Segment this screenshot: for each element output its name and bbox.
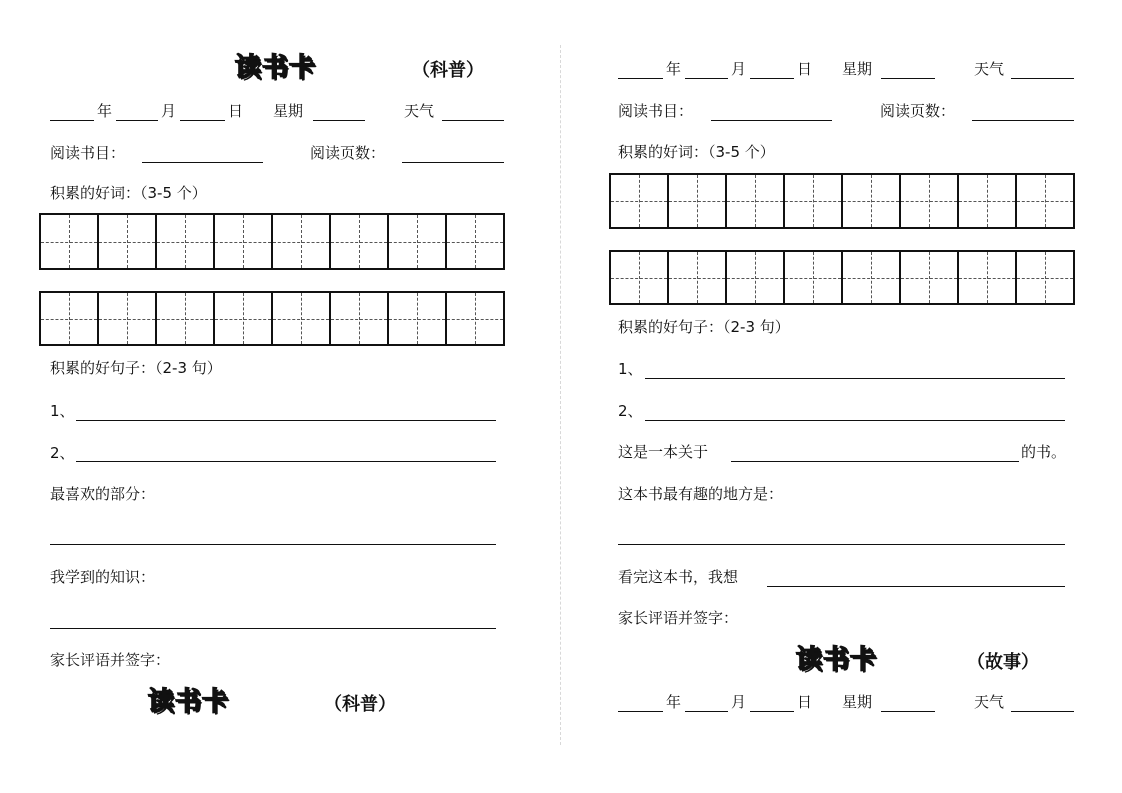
sentences-label: 积累的好句子：（2-3 句） [50, 359, 222, 377]
pages-blank[interactable] [402, 162, 504, 163]
parent-comment-label: 家长评语并签字： [50, 651, 171, 669]
sentence-1-blank[interactable] [645, 378, 1065, 379]
weather-blank[interactable] [1011, 78, 1074, 79]
year-blank[interactable] [618, 78, 663, 79]
sentence-2-blank[interactable] [645, 420, 1065, 421]
sentence-1-label: 1、 [618, 360, 643, 378]
word-cell[interactable] [1015, 252, 1073, 303]
word-cell[interactable] [329, 215, 387, 268]
book-label: 阅读书目： [50, 144, 126, 162]
pages-label: 阅读页数： [880, 102, 956, 120]
weekday-blank[interactable] [881, 78, 935, 79]
month-label: 月 [731, 60, 747, 78]
next-year-blank[interactable] [618, 711, 663, 712]
day-blank[interactable] [750, 78, 794, 79]
word-cell[interactable] [957, 175, 1015, 227]
word-cell[interactable] [271, 215, 329, 268]
words-label: 积累的好词：（3-5 个） [618, 143, 775, 161]
word-cell[interactable] [387, 215, 445, 268]
word-cell[interactable] [97, 215, 155, 268]
next-card-category: （故事） [967, 652, 1039, 673]
word-cell[interactable] [41, 293, 97, 344]
word-cell[interactable] [725, 252, 783, 303]
about-blank[interactable] [731, 461, 1019, 462]
next-weather-blank[interactable] [1011, 711, 1074, 712]
word-cell[interactable] [155, 293, 213, 344]
words-label: 积累的好词：（3-5 个） [50, 184, 207, 202]
word-cell[interactable] [899, 252, 957, 303]
next-weekday-label: 星期 [842, 693, 873, 711]
word-cell[interactable] [783, 175, 841, 227]
sentence-2-label: 2、 [50, 444, 75, 462]
word-cell[interactable] [611, 175, 667, 227]
about-suffix: 的书。 [1021, 443, 1067, 461]
weather-label: 天气 [404, 102, 435, 120]
book-label: 阅读书目： [618, 102, 694, 120]
learned-blank[interactable] [50, 628, 496, 629]
word-cell[interactable] [41, 215, 97, 268]
favorite-label: 最喜欢的部分： [50, 485, 156, 503]
word-cell[interactable] [725, 175, 783, 227]
card-divider [560, 45, 561, 745]
interesting-label: 这本书最有趣的地方是： [618, 485, 784, 503]
card-title: 读书卡 [235, 53, 317, 83]
word-cell[interactable] [445, 215, 503, 268]
word-cell[interactable] [667, 252, 725, 303]
word-cell[interactable] [445, 293, 503, 344]
sentence-1-blank[interactable] [76, 420, 496, 421]
day-blank[interactable] [180, 120, 225, 121]
word-cell[interactable] [97, 293, 155, 344]
sentence-2-label: 2、 [618, 402, 643, 420]
word-cell[interactable] [1015, 175, 1073, 227]
sentences-label: 积累的好句子：（2-3 句） [618, 318, 790, 336]
learned-label: 我学到的知识： [50, 568, 156, 586]
month-blank[interactable] [685, 78, 728, 79]
word-cell[interactable] [155, 215, 213, 268]
next-month-blank[interactable] [685, 711, 728, 712]
weekday-blank[interactable] [313, 120, 365, 121]
word-grid-row-1[interactable] [609, 173, 1075, 229]
word-grid-row-2[interactable] [609, 250, 1075, 305]
word-cell[interactable] [213, 293, 271, 344]
after-reading-label: 看完这本书，我想 [618, 568, 739, 586]
word-cell[interactable] [329, 293, 387, 344]
next-day-blank[interactable] [750, 711, 794, 712]
pages-label: 阅读页数： [310, 144, 386, 162]
day-label: 日 [228, 102, 244, 120]
next-month-label: 月 [731, 693, 747, 711]
month-label: 月 [161, 102, 177, 120]
year-label: 年 [97, 102, 113, 120]
after-reading-blank[interactable] [767, 586, 1065, 587]
year-label: 年 [666, 60, 682, 78]
word-cell[interactable] [271, 293, 329, 344]
word-cell[interactable] [783, 252, 841, 303]
word-grid-row-2[interactable] [39, 291, 505, 346]
card-category: （科普） [412, 60, 484, 81]
weather-label: 天气 [974, 60, 1005, 78]
pages-blank[interactable] [972, 120, 1074, 121]
interesting-blank[interactable] [618, 544, 1065, 545]
weekday-label: 星期 [842, 60, 873, 78]
month-blank[interactable] [116, 120, 158, 121]
sentence-1-label: 1、 [50, 402, 75, 420]
favorite-blank[interactable] [50, 544, 496, 545]
next-card-title: 读书卡 [796, 645, 878, 675]
word-cell[interactable] [611, 252, 667, 303]
next-card-title: 读书卡 [148, 687, 230, 717]
weekday-label: 星期 [273, 102, 304, 120]
parent-comment-label: 家长评语并签字： [618, 609, 739, 627]
next-year-label: 年 [666, 693, 682, 711]
day-label: 日 [797, 60, 813, 78]
word-cell[interactable] [841, 252, 899, 303]
word-cell[interactable] [667, 175, 725, 227]
weather-blank[interactable] [442, 120, 504, 121]
word-cell[interactable] [899, 175, 957, 227]
next-card-category: （科普） [324, 694, 396, 715]
word-grid-row-1[interactable] [39, 213, 505, 270]
about-prefix: 这是一本关于 [618, 443, 709, 461]
word-cell[interactable] [841, 175, 899, 227]
word-cell[interactable] [387, 293, 445, 344]
sentence-2-blank[interactable] [76, 461, 496, 462]
next-weather-label: 天气 [974, 693, 1005, 711]
word-cell[interactable] [213, 215, 271, 268]
word-cell[interactable] [957, 252, 1015, 303]
book-blank[interactable] [142, 162, 263, 163]
year-blank[interactable] [50, 120, 94, 121]
book-blank[interactable] [711, 120, 832, 121]
next-weekday-blank[interactable] [881, 711, 935, 712]
next-day-label: 日 [797, 693, 813, 711]
